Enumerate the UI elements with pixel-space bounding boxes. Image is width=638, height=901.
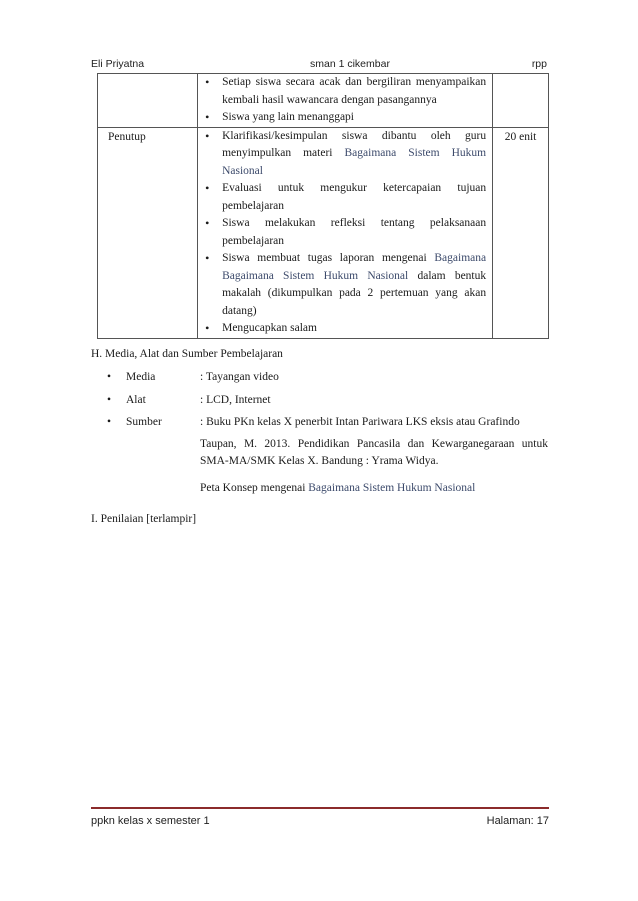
media-label: Media bbox=[126, 371, 156, 383]
table-cell-empty bbox=[98, 74, 198, 128]
footer-course: ppkn kelas x semester 1 bbox=[91, 815, 210, 827]
peta-text: Peta Konsep mengenai bbox=[200, 482, 309, 494]
table-cell-activities bbox=[198, 74, 493, 128]
table-row bbox=[98, 74, 549, 128]
sumber-label: Sumber bbox=[126, 416, 162, 428]
bullet-icon: • bbox=[107, 416, 112, 428]
item-text: Klarifikasi/kesimpulan siswa dibantu oleh guru menyimpulkan materi bbox=[222, 129, 487, 159]
sumber-value: : Buku PKn kelas X penerbit Intan Pariwara LKS eksis atau Grafindo bbox=[200, 416, 520, 428]
item-text: dalam bentuk makalah (dikumpulkan pada 2 pertemuan yang akan datang) bbox=[222, 269, 487, 317]
closing-label: Penutup bbox=[98, 127, 198, 338]
list-item: • Siswa melakukan refleksi tentang pelaksanaan pembelajaran bbox=[198, 215, 492, 250]
bullet-icon: • bbox=[107, 371, 112, 383]
topic-text: Bagaimana Sistem Hukum Nasional bbox=[308, 482, 476, 494]
alat-value: : LCD, Internet bbox=[200, 394, 271, 406]
page-header bbox=[91, 58, 547, 74]
table-cell-activities bbox=[198, 127, 493, 338]
header-school: sman 1 cikembar bbox=[310, 58, 390, 70]
closing-activity-list bbox=[198, 128, 492, 338]
table-cell-empty bbox=[493, 74, 549, 128]
closing-time: 20 enit bbox=[493, 127, 549, 338]
peta-konsep bbox=[200, 480, 548, 497]
topic-text: Bagaimana Sistem Hukum Nasional bbox=[222, 147, 487, 177]
table-row bbox=[98, 127, 549, 338]
footer-divider bbox=[91, 807, 549, 809]
topic-text: Bagaimana Bagaimana Sistem Hukum Nasional bbox=[222, 252, 487, 282]
list-item: • Evaluasi untuk mengukur ketercapaian tujuan pembelajaran bbox=[198, 180, 492, 215]
activity-table bbox=[97, 73, 549, 339]
alat-label: Alat bbox=[126, 394, 146, 406]
bullet-icon: • bbox=[107, 394, 112, 406]
list-item bbox=[198, 128, 492, 181]
list-item: • Setiap siswa secara acak dan bergiliran menyampaikan kembali hasil wawancara dengan pasangannya bbox=[198, 74, 492, 109]
header-author: Eli Priyatna bbox=[91, 58, 145, 70]
header-doc-type: rpp bbox=[531, 58, 547, 70]
list-item: • Siswa yang lain menanggapi bbox=[198, 109, 492, 127]
list-item: • Mengucapkan salam bbox=[198, 320, 492, 338]
page-number: Halaman: 17 bbox=[486, 815, 549, 827]
list-item bbox=[198, 250, 492, 320]
media-value: : Tayangan video bbox=[200, 371, 279, 383]
section-i-title: I. Penilaian [terlampir] bbox=[91, 513, 197, 525]
activity-list bbox=[198, 74, 492, 127]
section-h-title: H. Media, Alat dan Sumber Pembelajaran bbox=[91, 348, 283, 360]
item-text: Siswa membuat tugas laporan mengenai bbox=[222, 252, 435, 264]
sumber-reference: Taupan, M. 2013. Pendidikan Pancasila dan Kewarganegaraan untuk SMA-MA/SMK Kelas X. Bandung : Yrama Widya. bbox=[200, 438, 548, 467]
